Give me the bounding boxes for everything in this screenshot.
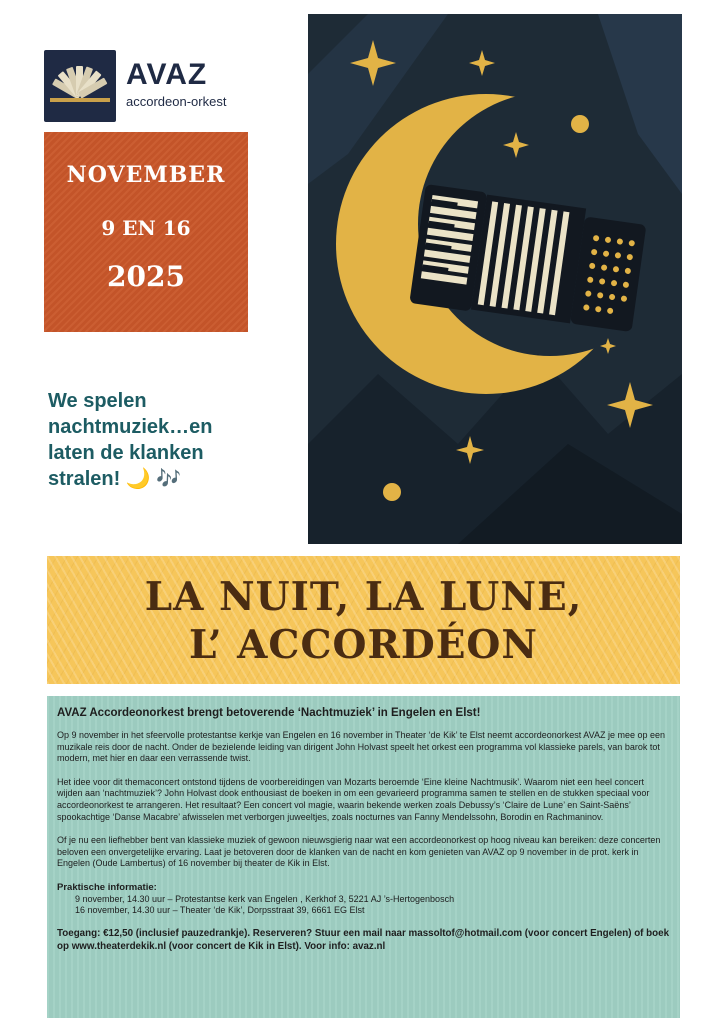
date-days: 9 EN 16 — [101, 216, 191, 240]
title-line-1: LA NUIT, LA LUNE, — [144, 574, 583, 620]
title-banner — [47, 556, 680, 684]
logo-name: AVAZ — [126, 58, 208, 91]
logo — [44, 50, 234, 122]
article-paragraph: Het idee voor dit themaconcert ontstond tijdens de voorbereidingen van Mozarts beroemde ‘Eine kleine Nachtmusik’. Waarom niet een heel concert wijden aan ‘nachtmuziek’? John Holvast dook enthousiast de boeken in om een gevarieerd programma samen te stellen en de stukken speciaal voor accordeonorkest te arrangeren. Het resultaat? Een concert vol magie, waarin bekende werken zoals Debussy’s ‘Claire de Lune’ en Saint-Saëns’ spookachtige ‘Danse Macabre’ afwisselen met verborgen juweeltjes, zoals nocturnes van Fanny Mendelssohn, Borodin en Rachmaninov. — [57, 776, 650, 822]
date-box — [44, 132, 248, 332]
info-line: 16 november, 14.30 uur – Theater ‘de Kik’, Dorpsstraat 39, 6661 EG Elst — [75, 905, 365, 916]
info-heading: Praktische informatie: — [57, 881, 157, 893]
article-box — [47, 696, 680, 1018]
article-paragraph: Op 9 november in het sfeervolle protestantse kerkje van Engelen en 16 november in Theater ‘de Kik’ te Elst neemt accordeonorkest AVAZ je mee op een muzikale reis door de nacht. Onder de bezielende leiding van dirigent John Holvast speelt het orkest een programma vol klassieke parels, van barok tot modern, met hier en daar een verrassende twist. — [57, 730, 666, 764]
info-line: 9 november, 14.30 uur – Protestantse kerk van Engelen , Kerkhof 3, 5221 AJ ’s-Hertogenbosch — [75, 893, 455, 904]
accordion-icon — [44, 50, 116, 122]
ticket-info: Toegang: €12,50 (inclusief pauzedrankje). Reserveren? Stuur een mail naar massoltof@hotmail.com (voor concert Engelen) of boek op www.theaterdekik.nl (voor concert de Kik in Elst). Voor info: avaz.nl — [57, 927, 670, 952]
tagline: We spelen nachtmuziek…en laten de klanken stralen! 🌙 🎶 — [48, 390, 213, 490]
title-line-2: L’ ACCORDÉON — [188, 622, 539, 668]
article-paragraph: Of je nu een liefhebber bent van klassieke muziek of gewoon nieuwsgierig naar wat een accordeonorkest op hoog niveau kan bereiken: deze concerten beloven een onvergetelijke ervaring. Laat je betoveren door de klanken van de nacht en kom genieten van AVAZ op 9 november in de prot. kerk in Engelen (Oude Lambertus) of 16 november bij theater de Kik in Elst. — [57, 835, 661, 869]
article-headline: AVAZ Accordeonorkest brengt betoverende ‘Nachtmuziek’ in Engelen en Elst! — [57, 707, 481, 719]
info-list — [57, 894, 670, 917]
poster-illustration — [308, 14, 682, 544]
date-year: 2025 — [107, 260, 185, 293]
logo-subtitle: accordeon-orkest — [126, 94, 227, 109]
date-month: NOVEMBER — [66, 162, 226, 188]
